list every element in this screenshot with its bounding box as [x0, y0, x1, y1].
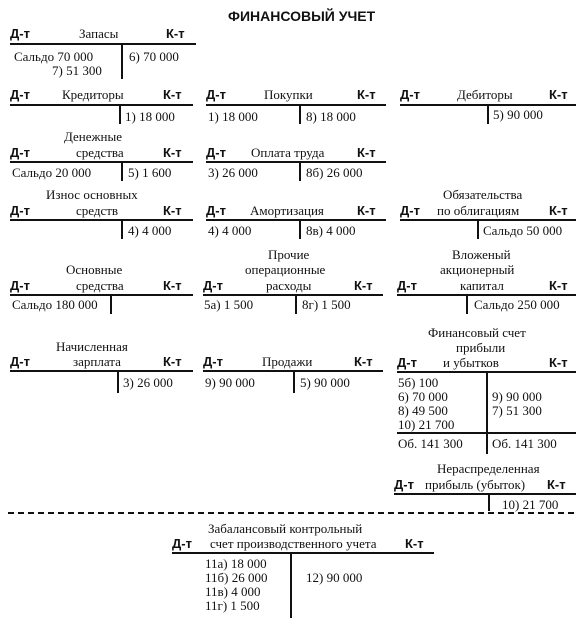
debit-label: Д-т	[206, 145, 226, 160]
debit-label: Д-т	[400, 87, 420, 102]
debit-total: Об. 141 300	[398, 436, 463, 451]
account-name-line2: операционные	[245, 262, 326, 277]
t-vertical-line	[293, 370, 295, 393]
account-name-line2: прибыли	[456, 340, 506, 355]
t-vertical-line	[121, 161, 123, 181]
account-name: Кредиторы	[62, 87, 124, 102]
account-name: Оплата труда	[251, 145, 325, 160]
debit-label: Д-т	[10, 145, 30, 160]
credit-label: К-т	[357, 87, 376, 102]
credit-entry: 3) 26 000	[123, 375, 173, 390]
t-horizontal-line	[10, 294, 193, 296]
account-name-line2: прибыль (убыток)	[425, 477, 526, 492]
t-vertical-line	[487, 104, 489, 124]
credit-total: Об. 141 300	[492, 436, 557, 451]
debit-entry: 3) 26 000	[208, 165, 258, 180]
credit-entry: 10) 21 700	[502, 497, 559, 512]
account-name-line2: средства	[76, 278, 124, 293]
account-name-line1: Начисленная	[56, 339, 128, 354]
credit-entry: 1) 18 000	[125, 109, 175, 124]
debit-label: Д-т	[206, 87, 226, 102]
credit-entry: Сальдо 250 000	[474, 297, 560, 312]
page-title: ФИНАНСОВЫЙ УЧЕТ	[228, 8, 376, 24]
t-horizontal-line	[400, 219, 576, 221]
account-name-line3: и убытков	[443, 355, 499, 370]
credit-label: К-т	[166, 26, 185, 41]
t-vertical-line	[299, 161, 301, 181]
account-name-line3: капитал	[460, 278, 504, 293]
t-horizontal-line	[397, 294, 576, 296]
debit-label: Д-т	[394, 477, 414, 492]
debit-entry: 8) 49 500	[398, 403, 448, 418]
t-vertical-line	[466, 294, 468, 314]
t-horizontal-line	[203, 294, 383, 296]
credit-label: К-т	[163, 354, 182, 369]
total-line	[397, 432, 576, 434]
debit-entry: 11г) 1 500	[205, 598, 260, 613]
t-horizontal-line	[394, 493, 576, 495]
t-horizontal-line	[10, 43, 196, 45]
debit-entry: 7) 51 300	[52, 63, 102, 78]
credit-label: К-т	[163, 145, 182, 160]
credit-entry: 5) 90 000	[300, 375, 350, 390]
debit-entry: Сальдо 70 000	[14, 49, 94, 64]
debit-entry: 11в) 4 000	[205, 584, 261, 599]
credit-label: К-т	[354, 278, 373, 293]
debit-entry: 9) 90 000	[205, 375, 255, 390]
account-name: Покупки	[264, 87, 313, 102]
t-vertical-line	[299, 219, 301, 239]
credit-entry: 4) 4 000	[128, 223, 172, 238]
account-name-line2: по облигациям	[437, 203, 520, 218]
debit-label: Д-т	[400, 203, 420, 218]
account-name-line2: счет производственного учета	[210, 536, 377, 551]
account-name-line1: Вложеный	[452, 247, 511, 262]
debit-label: Д-т	[203, 354, 223, 369]
debit-entry: 11а) 18 000	[205, 556, 267, 571]
t-vertical-line	[121, 219, 123, 239]
debit-label: Д-т	[172, 536, 192, 551]
credit-entry: 9) 90 000	[492, 389, 542, 404]
account-name-line1: Прочие	[268, 247, 310, 262]
debit-label: Д-т	[10, 87, 30, 102]
t-horizontal-line	[206, 104, 386, 106]
t-vertical-line	[119, 104, 121, 124]
account-name-line2: зарплата	[73, 354, 121, 369]
credit-label: К-т	[357, 203, 376, 218]
account-name-line1: Забалансовый контрольный	[208, 521, 363, 536]
credit-label: К-т	[547, 477, 566, 492]
account-name: Продажи	[262, 354, 313, 369]
debit-label: Д-т	[203, 278, 223, 293]
credit-label: К-т	[549, 203, 568, 218]
debit-entry: Сальдо 180 000	[12, 297, 98, 312]
credit-entry: 8г) 1 500	[302, 297, 351, 312]
t-horizontal-line	[206, 161, 386, 163]
account-name-line1: Финансовый счет	[428, 325, 526, 340]
t-horizontal-line	[10, 219, 193, 221]
debit-entry: Сальдо 20 000	[12, 165, 92, 180]
credit-entry: 12) 90 000	[306, 570, 363, 585]
account-name-line3: расходы	[266, 278, 312, 293]
account-name-line1: Основные	[66, 262, 123, 277]
debit-entry: 5а) 1 500	[204, 297, 254, 312]
t-horizontal-line	[10, 161, 193, 163]
credit-entry: 8в) 4 000	[306, 223, 356, 238]
debit-entry: 11б) 26 000	[205, 570, 268, 585]
credit-label: К-т	[163, 87, 182, 102]
t-vertical-line	[290, 552, 292, 618]
t-vertical-line	[121, 43, 123, 79]
account-name-line1: Обязательства	[443, 187, 523, 202]
account-name-line2: акционерный	[440, 262, 515, 277]
account-name-line1: Нераспределенная	[437, 461, 540, 476]
credit-entry: 8б) 26 000	[306, 165, 363, 180]
debit-entry: 1) 18 000	[208, 109, 258, 124]
debit-entry: 6) 70 000	[398, 389, 448, 404]
account-name-line1: Износ основных	[46, 187, 138, 202]
credit-label: К-т	[405, 536, 424, 551]
credit-entry: 5) 1 600	[128, 165, 172, 180]
t-vertical-line	[299, 104, 301, 124]
t-horizontal-line	[172, 552, 434, 554]
debit-entry: 10) 21 700	[398, 417, 455, 432]
account-name-line2: средства	[76, 145, 124, 160]
t-vertical-line	[477, 219, 479, 239]
account-name: Амортизация	[250, 203, 324, 218]
t-horizontal-line	[10, 104, 193, 106]
credit-entry: Сальдо 50 000	[483, 223, 563, 238]
account-name: Запасы	[79, 26, 119, 41]
credit-label: К-т	[549, 278, 568, 293]
debit-label: Д-т	[10, 26, 30, 41]
credit-label: К-т	[163, 278, 182, 293]
account-name-line1: Денежные	[64, 129, 122, 144]
debit-entry: 4) 4 000	[208, 223, 252, 238]
t-vertical-line	[488, 493, 490, 511]
t-vertical-line	[110, 294, 112, 314]
account-name: Дебиторы	[457, 87, 513, 102]
credit-label: К-т	[549, 355, 568, 370]
t-horizontal-line	[10, 370, 193, 372]
credit-entry: 5) 90 000	[493, 107, 543, 122]
t-vertical-line	[486, 371, 488, 454]
debit-label: Д-т	[206, 203, 226, 218]
credit-label: К-т	[549, 87, 568, 102]
credit-label: К-т	[357, 145, 376, 160]
credit-label: К-т	[354, 354, 373, 369]
credit-entry: 6) 70 000	[129, 49, 179, 64]
credit-entry: 7) 51 300	[492, 403, 542, 418]
debit-label: Д-т	[10, 354, 30, 369]
debit-label: Д-т	[397, 355, 417, 370]
debit-label: Д-т	[397, 278, 417, 293]
t-vertical-line	[295, 294, 297, 314]
t-vertical-line	[117, 370, 119, 393]
debit-entry: 5б) 100	[398, 375, 439, 390]
credit-label: К-т	[163, 203, 182, 218]
credit-entry: 8) 18 000	[306, 109, 356, 124]
account-name-line2: средств	[76, 203, 119, 218]
debit-label: Д-т	[10, 278, 30, 293]
dashed-separator	[8, 512, 574, 514]
debit-label: Д-т	[10, 203, 30, 218]
t-horizontal-line	[206, 219, 386, 221]
